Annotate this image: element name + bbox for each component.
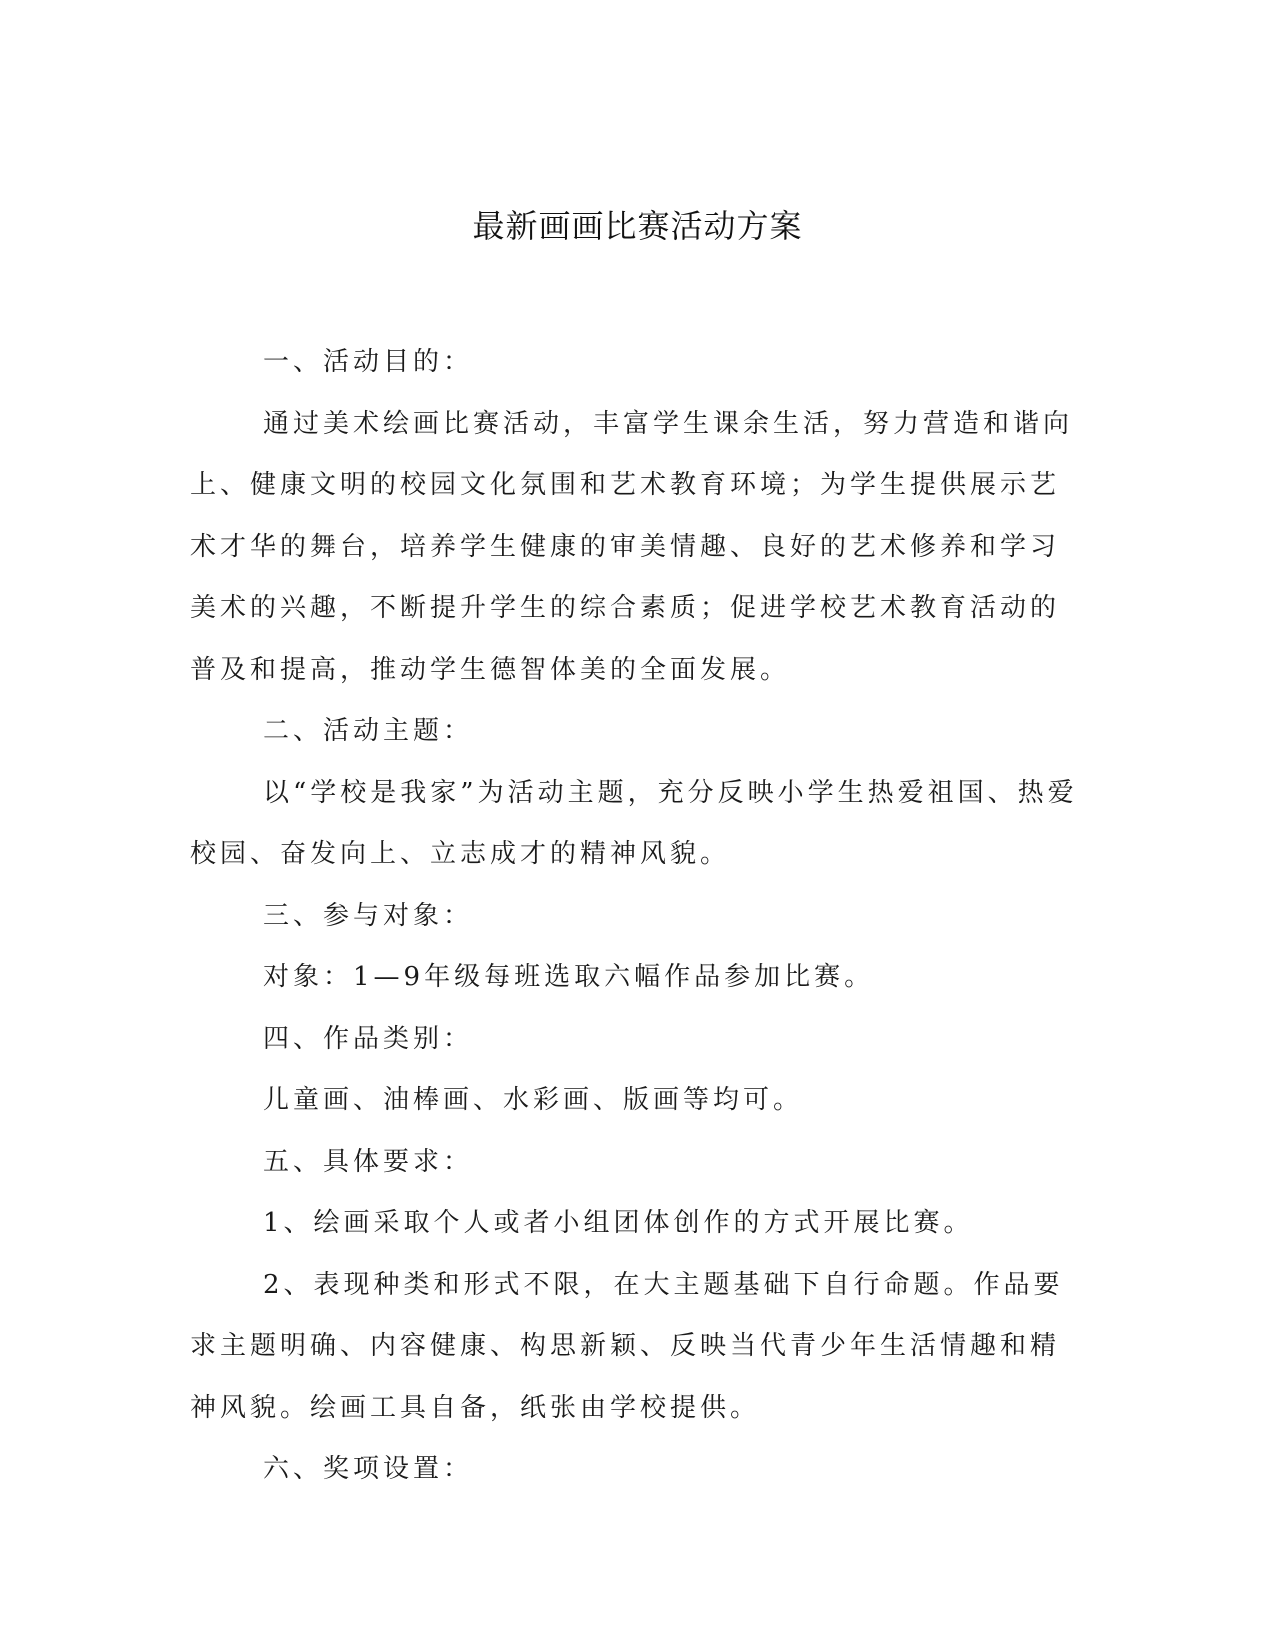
paragraph-theme: 以“学校是我家”为活动主题，充分反映小学生热爱祖国、热爱校园、奋发向上、立志成才的精神风貌。 bbox=[190, 777, 1078, 869]
paragraph-participants: 对象：1—9年级每班选取六幅作品参加比赛。 bbox=[263, 962, 875, 992]
section-heading-categories: 四、作品类别： bbox=[263, 1023, 474, 1054]
paragraph-categories: 儿童画、油棒画、水彩画、版画等均可。 bbox=[263, 1085, 804, 1115]
paragraph-purpose: 通过美术绘画比赛活动，丰富学生课余生活，努力营造和谐向上、健康文明的校园文化氛围和艺术教育环境；为学生提供展示艺术才华的舞台，培养学生健康的审美情趣、良好的艺术修养和学习美术的兴趣，不断提升学生的综合素质；促进学校艺术教育活动的普及和提高，推动学生德智体美的全面发展。 bbox=[190, 408, 1074, 685]
section-heading-awards: 六、奖项设置： bbox=[263, 1454, 474, 1484]
section-heading-purpose: 一、活动目的： bbox=[263, 347, 474, 377]
section-heading-participants: 三、参与对象： bbox=[263, 900, 474, 931]
section-heading-theme: 二、活动主题： bbox=[263, 716, 474, 746]
paragraph-requirement-1: 1、绘画采取个人或者小组团体创作的方式开展比赛。 bbox=[263, 1208, 974, 1238]
document-body bbox=[190, 332, 1080, 1501]
document-title: 最新画画比赛活动方案 bbox=[472, 207, 803, 245]
section-heading-requirements: 五、具体要求： bbox=[263, 1146, 474, 1177]
paragraph-requirement-2: 2、表现种类和形式不限，在大主题基础下自行命题。作品要求主题明确、内容健康、构思新颖、反映当代青少年生活情趣和精神风貌。绘画工具自备，纸张由学校提供。 bbox=[190, 1269, 1064, 1423]
